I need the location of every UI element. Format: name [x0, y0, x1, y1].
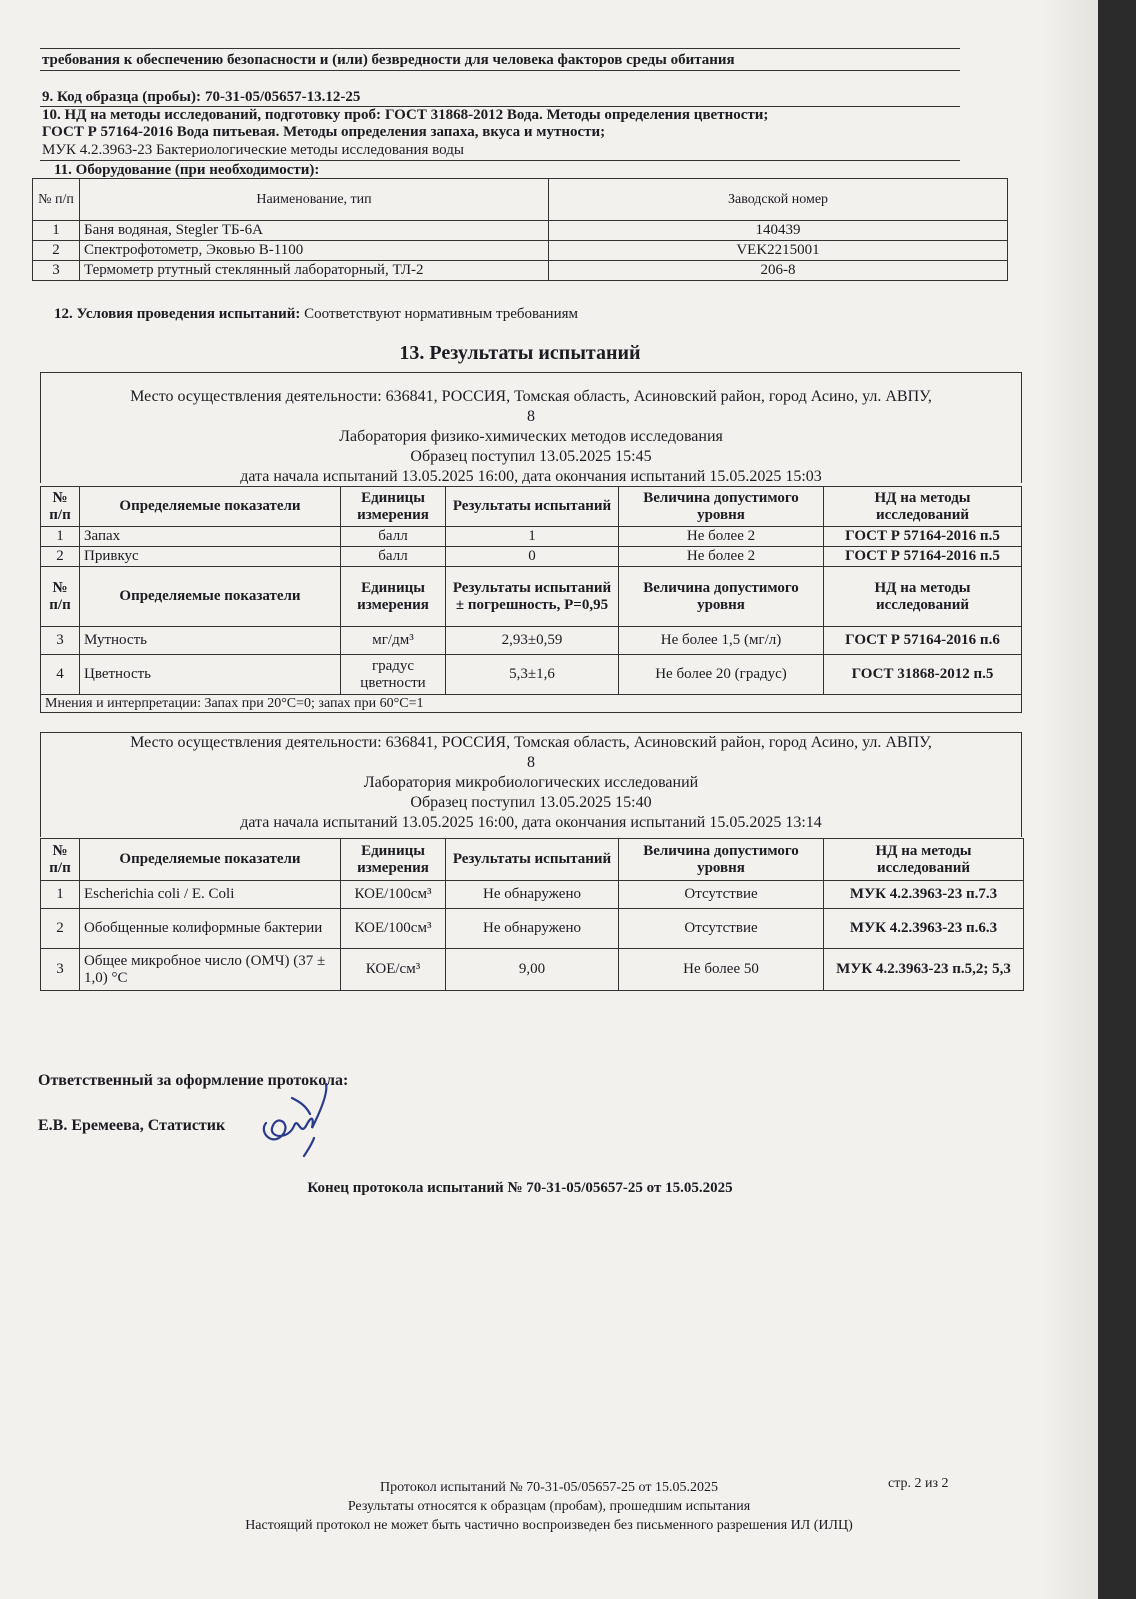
- row-number: 1: [41, 881, 80, 909]
- result-value: 1: [446, 527, 619, 547]
- lab1-name: Лаборатория физико-химических методов исследования: [339, 428, 723, 445]
- section-12-label: 12. Условия проведения испытаний:: [54, 306, 301, 322]
- equipment-row: [33, 221, 1008, 241]
- method-ref: МУК 4.2.3963-23 п.5,2; 5,3: [824, 949, 1024, 991]
- result-value: Не обнаружено: [446, 881, 619, 909]
- method-ref: МУК 4.2.3963-23 п.6.3: [824, 909, 1024, 949]
- limit-value: Не более 2: [619, 527, 824, 547]
- page-number: стр. 2 из 2: [888, 1476, 949, 1491]
- serial-number: 206-8: [549, 261, 1008, 281]
- result-row: [41, 655, 1022, 695]
- row-number: 3: [41, 949, 80, 991]
- equipment-name: Баня водяная, Stegler ТБ-6А: [80, 221, 549, 241]
- row-number: 2: [41, 547, 80, 567]
- lab2-dates: дата начала испытаний 13.05.2025 16:00, дата окончания испытаний 15.05.2025 13:14: [240, 814, 822, 831]
- param-name: Привкус: [80, 547, 341, 567]
- method-ref: ГОСТ Р 57164-2016 п.6: [824, 627, 1022, 655]
- row-number: 3: [33, 261, 80, 281]
- equipment-table: [32, 178, 1008, 281]
- result-value: 0: [446, 547, 619, 567]
- param-name: Общее микробное число (ОМЧ) (37 ± 1,0) °С: [80, 949, 341, 991]
- section-9: [42, 88, 360, 106]
- param-name: Escherichia coli / E. Coli: [80, 881, 341, 909]
- lab1-place: Место осуществления деятельности: 636841, РОССИЯ, Томская область, Асиновский район, город Асино, ул. АВПУ,: [130, 388, 932, 405]
- method-ref: ГОСТ 31868-2012 п.5: [824, 655, 1022, 695]
- rule-line: [40, 48, 960, 49]
- limit-value: Отсутствие: [619, 881, 824, 909]
- lab2-received: Образец поступил 13.05.2025 15:40: [410, 794, 652, 811]
- equipment-name: Термометр ртутный стеклянный лабораторный, ТЛ-2: [80, 261, 549, 281]
- rule-line: [40, 70, 960, 71]
- page-edge-shadow: [1038, 0, 1098, 1599]
- col-method-header: НД на методы исследований: [824, 839, 1024, 881]
- unit: КОЕ/см³: [341, 949, 446, 991]
- equipment-row: [33, 261, 1008, 281]
- responsible-person: Е.В. Еремеева, Статистик: [38, 1117, 226, 1134]
- section-10-method-a: ГОСТ 31868-2012 Вода. Методы определения цветности;: [384, 107, 769, 123]
- col-limit-header: Величина допустимого уровня: [619, 567, 824, 627]
- rule-line: [40, 160, 960, 161]
- limit-value: Не более 20 (градус): [619, 655, 824, 695]
- lab1-dates: дата начала испытаний 13.05.2025 16:00, дата окончания испытаний 15.05.2025 15:03: [240, 468, 822, 485]
- equipment-name: Спектрофотометр, Эковью В-1100: [80, 241, 549, 261]
- col-serial-header: Заводской номер: [549, 179, 1008, 221]
- result-row: [41, 547, 1022, 567]
- param-name: Мутность: [80, 627, 341, 655]
- unit: мг/дм³: [341, 627, 446, 655]
- sample-code: 70-31-05/05657-13.12-25: [204, 89, 361, 105]
- col-limit-header: Величина допустимого уровня: [619, 487, 824, 527]
- section-12: [54, 306, 578, 323]
- col-unit-header: Единицы измерения: [341, 567, 446, 627]
- result-row: [41, 909, 1024, 949]
- results-title: 13. Результаты испытаний: [399, 342, 641, 364]
- param-name: Обобщенные колиформные бактерии: [80, 909, 341, 949]
- equipment-row: [33, 241, 1008, 261]
- col-number-header: № п/п: [33, 179, 80, 221]
- lab2-place-number: 8: [527, 754, 535, 771]
- serial-number: 140439: [549, 221, 1008, 241]
- method-ref: МУК 4.2.3963-23 п.7.3: [824, 881, 1024, 909]
- unit: балл: [341, 547, 446, 567]
- serial-number: VEK2215001: [549, 241, 1008, 261]
- footer-copy-note: Настоящий протокол не может быть частично воспроизведен без письменного разрешения ИЛ (ИЛЦ): [245, 1518, 853, 1533]
- col-result-header: Результаты испытаний: [446, 839, 619, 881]
- lab1-results-table: [40, 486, 1022, 713]
- lab1-place-number: 8: [527, 408, 535, 425]
- unit: балл: [341, 527, 446, 547]
- footer-results-note: Результаты относятся к образцам (пробам), прошедшим испытания: [347, 1499, 751, 1514]
- result-row: [41, 949, 1024, 991]
- lab2-header: [40, 732, 1022, 837]
- section-10: [42, 106, 768, 124]
- row-number: 1: [41, 527, 80, 547]
- protocol-end: Конец протокола испытаний № 70-31-05/05657-25 от 15.05.2025: [307, 1180, 733, 1196]
- result-value: 9,00: [446, 949, 619, 991]
- limit-value: Не более 2: [619, 547, 824, 567]
- col-result-header: Результаты испытаний: [446, 487, 619, 527]
- unit: градус цветности: [341, 655, 446, 695]
- result-value: Не обнаружено: [446, 909, 619, 949]
- responsible-label: Ответственный за оформление протокола:: [38, 1072, 349, 1089]
- row-number: 2: [41, 909, 80, 949]
- section-10-label: 10. НД на методы исследований, подготовку проб:: [42, 107, 381, 123]
- limit-value: Отсутствие: [619, 909, 824, 949]
- col-param-header: Определяемые показатели: [80, 487, 341, 527]
- limit-value: Не более 1,5 (мг/л): [619, 627, 824, 655]
- col-number-header: № п/п: [41, 839, 80, 881]
- result-value: 5,3±1,6: [446, 655, 619, 695]
- section-8-text: требования к обеспечению безопасности и (или) безвредности для человека факторов среды обитания: [42, 52, 735, 68]
- result-row: [41, 881, 1024, 909]
- result-value: 2,93±0,59: [446, 627, 619, 655]
- col-name-header: Наименование, тип: [80, 179, 549, 221]
- col-result-uncertainty-header: Результаты испытаний ± погрешность, P=0,95: [446, 567, 619, 627]
- row-number: 2: [33, 241, 80, 261]
- col-param-header: Определяемые показатели: [80, 567, 341, 627]
- method-ref: ГОСТ Р 57164-2016 п.5: [824, 547, 1022, 567]
- col-method-header: НД на методы исследований: [824, 567, 1022, 627]
- section-10-method-b: ГОСТ Р 57164-2016 Вода питьевая. Методы определения запаха, вкуса и мутности;: [42, 124, 606, 140]
- lab1-header: [40, 372, 1022, 483]
- result-row: [41, 627, 1022, 655]
- row-number: 1: [33, 221, 80, 241]
- signature-image: [256, 1078, 346, 1158]
- section-9-label: 9. Код образца (пробы):: [42, 89, 201, 105]
- unit: КОЕ/100см³: [341, 909, 446, 949]
- col-number-header: № п/п: [41, 567, 80, 627]
- result-row: [41, 527, 1022, 547]
- col-limit-header: Величина допустимого уровня: [619, 839, 824, 881]
- col-method-header: НД на методы исследований: [824, 487, 1022, 527]
- footer-protocol: Протокол испытаний № 70-31-05/05657-25 от 15.05.2025: [379, 1480, 718, 1495]
- section-11-label: 11. Оборудование (при необходимости):: [54, 162, 320, 178]
- limit-value: Не более 50: [619, 949, 824, 991]
- method-ref: ГОСТ Р 57164-2016 п.5: [824, 527, 1022, 547]
- col-unit-header: Единицы измерения: [341, 839, 446, 881]
- lab2-place: Место осуществления деятельности: 636841, РОССИЯ, Томская область, Асиновский район, город Асино, ул. АВПУ,: [130, 734, 932, 751]
- lab1-received: Образец поступил 13.05.2025 15:45: [410, 448, 652, 465]
- col-number-header: № п/п: [41, 487, 80, 527]
- unit: КОЕ/100см³: [341, 881, 446, 909]
- lab2-name: Лаборатория микробиологических исследований: [363, 774, 699, 791]
- row-number: 4: [41, 655, 80, 695]
- opinions-note: Мнения и интерпретации: Запах при 20°С=0; запах при 60°С=1: [41, 695, 1022, 713]
- col-unit-header: Единицы измерения: [341, 487, 446, 527]
- col-param-header: Определяемые показатели: [80, 839, 341, 881]
- param-name: Запах: [80, 527, 341, 547]
- lab2-results-table: [40, 838, 1024, 991]
- section-10-method-c: МУК 4.2.3963-23 Бактериологические методы исследования воды: [42, 142, 464, 158]
- row-number: 3: [41, 627, 80, 655]
- section-12-value: Соответствуют нормативным требованиям: [304, 306, 578, 322]
- param-name: Цветность: [80, 655, 341, 695]
